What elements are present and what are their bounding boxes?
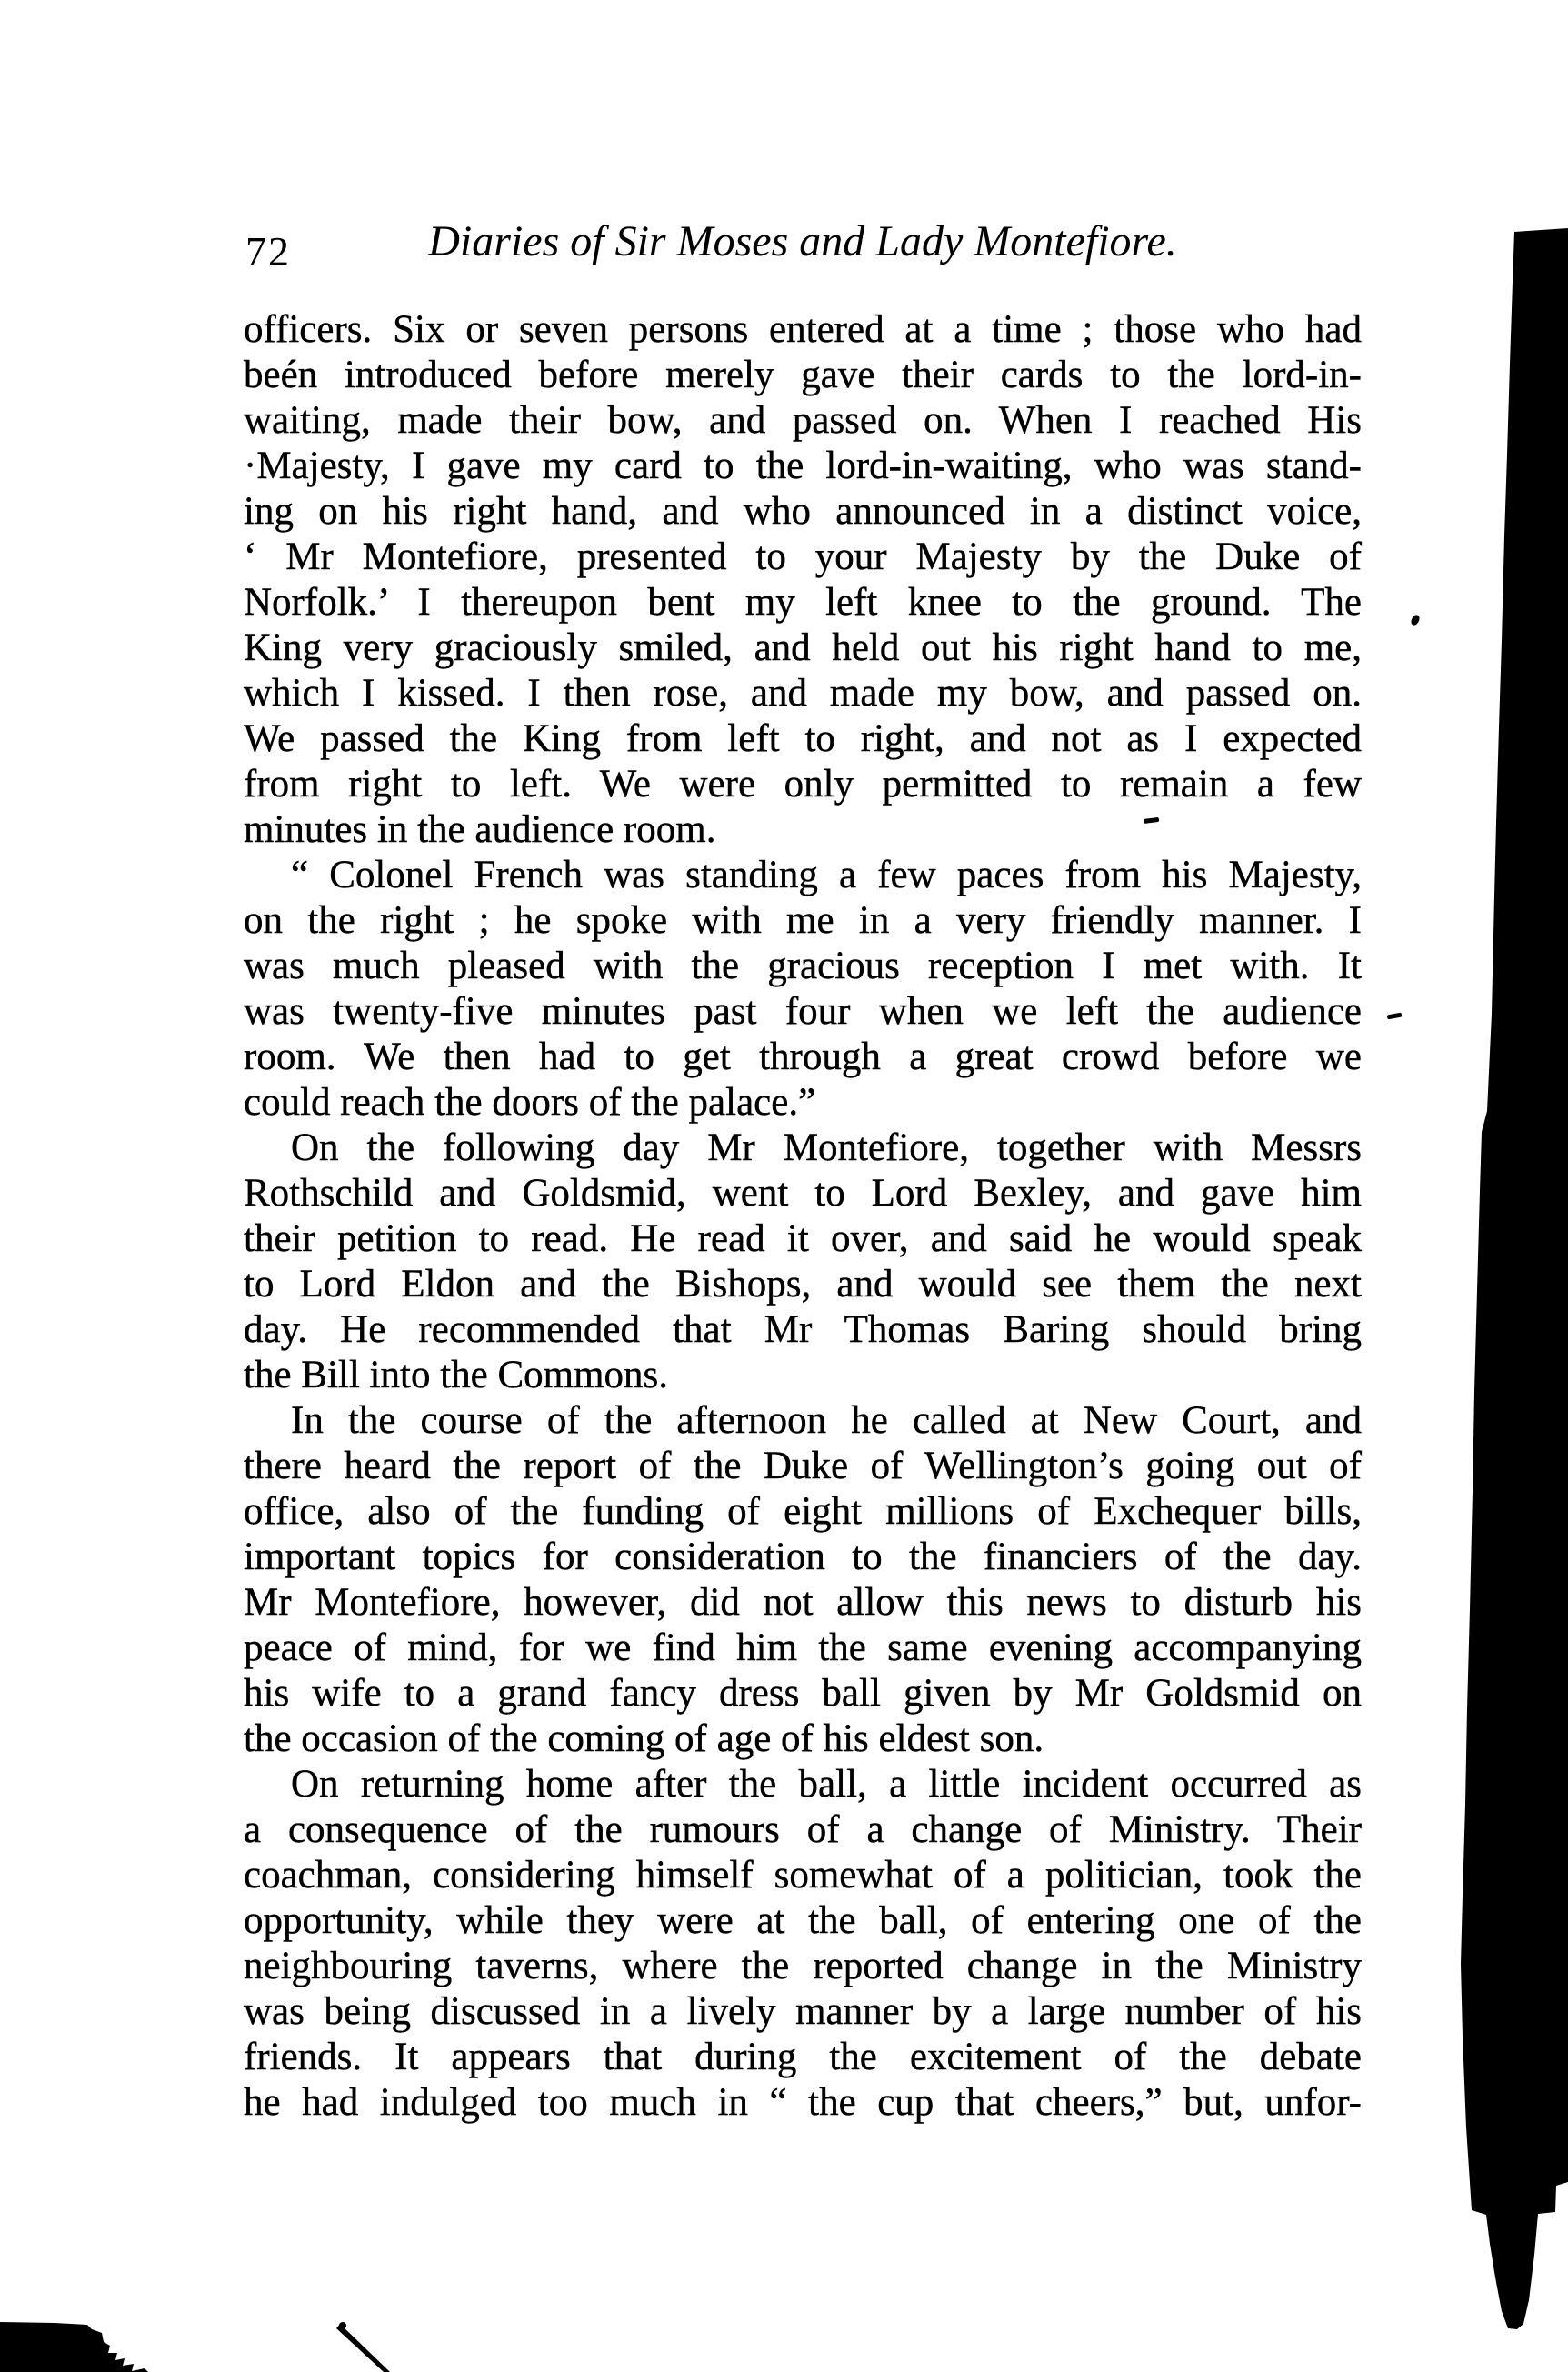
- text-line: a consequence of the rumours of a change of Ministry. Their: [244, 1808, 1362, 1851]
- text-line: on the right ; he spoke with me in a very friendly manner. I: [244, 899, 1362, 942]
- text-line: the Bill into the Commons.: [244, 1354, 669, 1396]
- text-line: his wife to a grand fancy dress ball given by Mr Goldsmid on: [244, 1672, 1362, 1715]
- text-line: ·Majesty, I gave my card to the lord-in-waiting, who was stand-: [244, 445, 1362, 487]
- text-line: their petition to read. He read it over, and said he would speak: [244, 1217, 1362, 1260]
- text-line: the occasion of the coming of age of his eldest son.: [244, 1717, 1044, 1760]
- text-block: [244, 307, 1362, 2126]
- text-line: day. He recommended that Mr Thomas Baring should bring: [244, 1308, 1362, 1351]
- scratch-line-artifact: [336, 2322, 390, 2372]
- text-line: was being discussed in a lively manner by a large number of his: [244, 1990, 1362, 2033]
- page-number: 72: [245, 228, 291, 275]
- text-line: opportunity, while they were at the ball, of entering one of the: [244, 1899, 1362, 1942]
- text-line: beén introduced before merely gave their cards to the lord-in-: [244, 354, 1362, 396]
- text-line: On returning home after the ball, a little incident occurred as: [291, 1763, 1362, 1806]
- text-line: “ Colonel French was standing a few paces from his Majesty,: [291, 854, 1362, 896]
- text-line: from right to left. We were only permitted to remain a few: [244, 763, 1362, 806]
- text-line: ing on his right hand, and who announced in a distinct voice,: [244, 490, 1362, 533]
- text-line: was much pleased with the gracious reception I met with. It: [244, 945, 1362, 987]
- running-header: [244, 216, 1362, 282]
- text-line: was twenty-five minutes past four when we left the audience: [244, 990, 1362, 1033]
- text-line: which I kissed. I then rose, and made my bow, and passed on.: [244, 672, 1362, 715]
- text-line: to Lord Eldon and the Bishops, and would see them the next: [244, 1263, 1362, 1306]
- text-line: waiting, made their bow, and passed on. When I reached His: [244, 399, 1362, 442]
- text-line: minutes in the audience room.: [244, 808, 716, 851]
- text-line: officers. Six or seven persons entered at a time ; those who had: [244, 308, 1362, 351]
- text-line: neighbouring taverns, where the reported change in the Ministry: [244, 1945, 1362, 1987]
- text-line: there heard the report of the Duke of Wellington’s going out of: [244, 1445, 1362, 1487]
- ink-speck-comma: [1410, 614, 1422, 626]
- text-line: room. We then had to get through a great crowd before we: [244, 1036, 1362, 1078]
- running-title: Diaries of Sir Moses and Lady Montefiore.: [428, 217, 1177, 265]
- text-line: Rothschild and Goldsmid, went to Lord Bexley, and gave him: [244, 1172, 1362, 1215]
- right-edge-scan-bar: [1461, 228, 1568, 2329]
- text-line: he had indulged too much in “ the cup that cheers,” but, unfor-: [244, 2081, 1362, 2124]
- text-line: ‘ Mr Montefiore, presented to your Majesty by the Duke of: [244, 535, 1362, 578]
- text-line: friends. It appears that during the excitement of the debate: [244, 2036, 1362, 2078]
- text-line: King very graciously smiled, and held out his right hand to me,: [244, 626, 1362, 669]
- text-line: peace of mind, for we find him the same evening accompanying: [244, 1626, 1362, 1669]
- text-line: important topics for consideration to the financiers of the day.: [244, 1536, 1362, 1578]
- text-line: coachman, considering himself somewhat of a politician, took the: [244, 1854, 1362, 1897]
- ink-speck-dash-1: [1387, 1013, 1403, 1020]
- text-line: Mr Montefiore, however, did not allow this news to disturb his: [244, 1581, 1362, 1624]
- bottom-left-scan-blob: [0, 2322, 148, 2372]
- text-line: could reach the doors of the palace.”: [244, 1081, 816, 1124]
- text-line: In the course of the afternoon he called at New Court, and: [291, 1399, 1362, 1442]
- text-line: On the following day Mr Montefiore, together with Messrs: [291, 1126, 1362, 1169]
- text-line: office, also of the funding of eight millions of Exchequer bills,: [244, 1490, 1362, 1533]
- text-line: Norfolk.’ I thereupon bent my left knee to the ground. The: [244, 581, 1362, 624]
- text-line: We passed the King from left to right, and not as I expected: [244, 717, 1362, 760]
